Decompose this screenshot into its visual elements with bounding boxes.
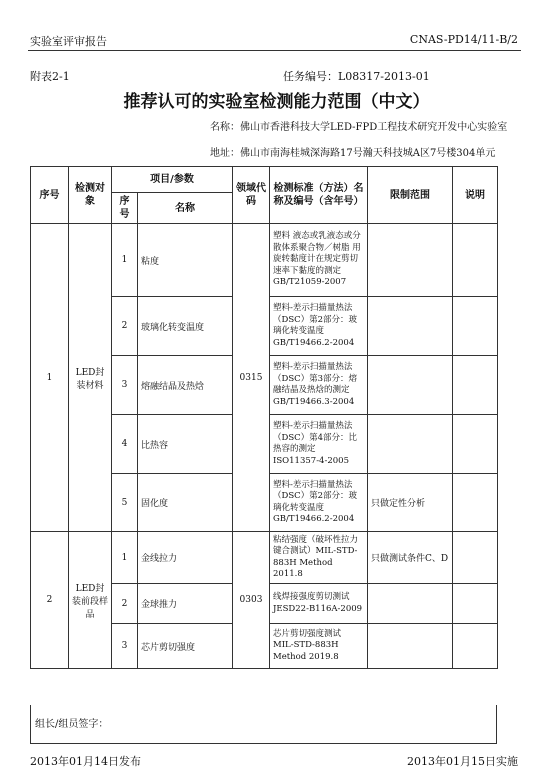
item-standard: 芯片剪切强度测试 MIL-STD-883H Method 2019.8 [270,624,368,669]
footer-effective-date: 2013年01月15日实施 [407,755,518,768]
item-standard: 塑料 液态或乳液态或分散体系聚合物／树脂 用旋转黏度计在规定剪切速率下黏度的测定 GB/T21059-2007 [270,224,368,297]
scope-table [30,166,498,669]
header-object: 检测对象 [69,167,112,224]
item-note [453,356,498,415]
lab-name-label: 名称： [210,122,240,133]
item-standard: 粘结强度（破坏性拉力键合测试）MIL-STD-883H Method 2011.8 [270,532,368,584]
item-no: 3 [112,356,138,415]
item-limit [368,224,453,297]
item-limit [368,584,453,624]
item-name: 芯片剪切强度 [138,624,233,669]
annex-label: 附表2-1 [30,70,70,83]
group-seq: 2 [31,532,69,669]
item-note [453,624,498,669]
item-note [453,415,498,474]
header-note: 说明 [453,167,498,224]
item-limit [368,624,453,669]
item-standard: 塑料-差示扫描量热法（DSC）第2部分：玻璃化转变温度 GB/T19466.2-2004 [270,297,368,356]
address-label: 地址： [210,148,240,159]
item-name: 比热容 [138,415,233,474]
item-note [453,297,498,356]
item-name: 熔融结晶及热焓 [138,356,233,415]
item-no: 1 [112,532,138,584]
item-no: 2 [112,584,138,624]
item-name: 金线拉力 [138,532,233,584]
item-no: 4 [112,415,138,474]
item-note [453,474,498,532]
header-limit: 限制范围 [368,167,453,224]
item-limit [368,415,453,474]
lab-address-line [210,144,495,159]
table-row [31,532,498,584]
group-object: LED封装材料 [69,224,112,532]
item-name: 金球推力 [138,584,233,624]
lab-address: 佛山市南海桂城深海路17号瀚天科技城A区7号楼304单元 [240,148,496,159]
item-no: 1 [112,224,138,297]
table-row [31,224,498,297]
group-field-code: 0315 [233,224,270,532]
header-field-code: 领域代码 [233,167,270,224]
page-title: 推荐认可的实验室检测能力范围（中文） [123,92,430,112]
item-note [453,584,498,624]
item-note [453,532,498,584]
item-name: 粘度 [138,224,233,297]
item-standard: 线焊接强度剪切测试 JESD22-B116A-2009 [270,584,368,624]
item-no: 3 [112,624,138,669]
header-item-param: 项目/参数 [112,167,233,193]
item-limit: 只做定性分析 [368,474,453,532]
header-seq: 序号 [31,167,69,224]
header-doc-code: CNAS-PD14/11-B/2 [409,33,518,46]
item-limit: 只做测试条件C、D [368,532,453,584]
header-sub-seq: 序号 [112,193,138,224]
item-standard: 塑料-差示扫描量热法（DSC）第3部分：熔融结晶及热焓的测定 GB/T19466.3-2004 [270,356,368,415]
item-name: 固化度 [138,474,233,532]
signature-box [30,705,497,744]
footer-issued-date: 2013年01月14日发布 [30,755,141,768]
item-limit [368,297,453,356]
item-standard: 塑料-差示扫描量热法（DSC）第4部分：比热容的测定 ISO11357-4-2005 [270,415,368,474]
lab-name-line [210,118,507,133]
item-name: 玻璃化转变温度 [138,297,233,356]
item-note [453,224,498,297]
header-report-title: 实验室评审报告 [30,35,107,48]
lab-name: 佛山市香港科技大学LED-FPD工程技术研究开发中心实验室 [240,122,508,133]
group-field-code: 0303 [233,532,270,669]
group-seq: 1 [31,224,69,532]
signature-label: 组长/组员签字： [35,719,109,730]
group-object: LED封装前段样品 [69,532,112,669]
item-limit [368,356,453,415]
item-no: 2 [112,297,138,356]
header-divider [28,50,521,51]
header-standard: 检测标准（方法）名称及编号（含年号） [270,167,368,224]
task-number: 任务编号：L08317-2013-01 [283,70,430,83]
header-sub-name: 名称 [138,193,233,224]
item-no: 5 [112,474,138,532]
item-standard: 塑料-差示扫描量热法（DSC）第2部分：玻璃化转变温度 GB/T19466.2-2004 [270,474,368,532]
